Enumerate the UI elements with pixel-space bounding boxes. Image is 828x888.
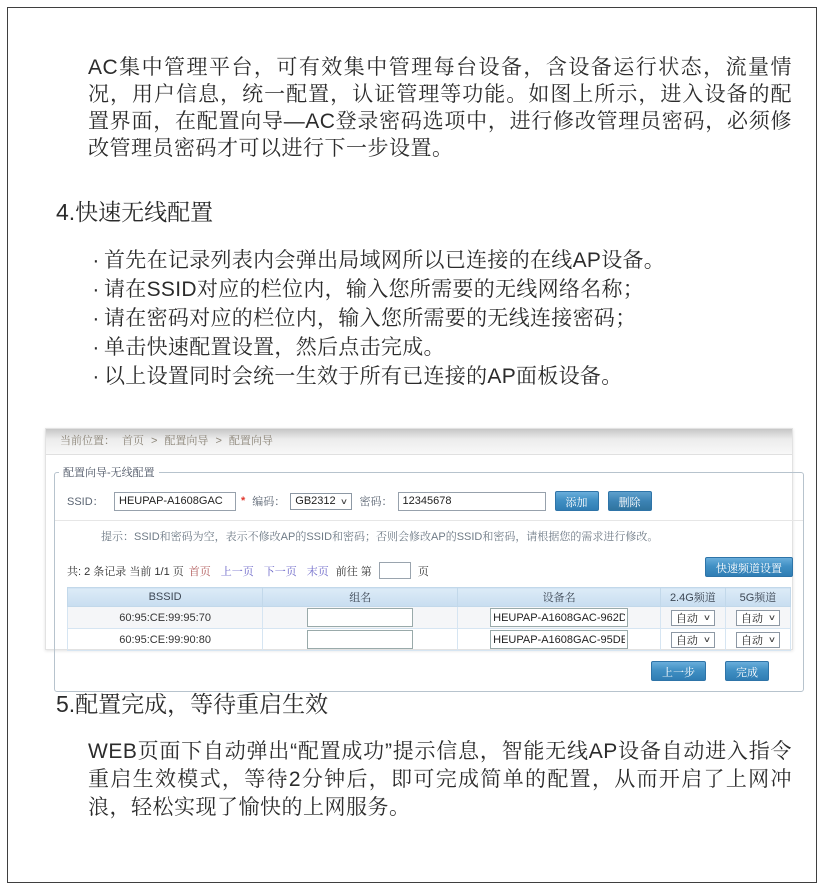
goto-page-suffix: 页 [417, 565, 429, 578]
chevron-down-icon: ∨ [339, 496, 348, 506]
bullet-icon: · [92, 278, 100, 301]
channel-5g-select[interactable] [736, 632, 780, 648]
chevron-down-icon: ∨ [702, 635, 712, 644]
fieldset-legend: 配置向导-无线配置 [63, 467, 155, 479]
breadcrumb-item-wizard-current[interactable]: 配置向导 [228, 435, 273, 447]
table-row [68, 629, 791, 651]
required-asterisk: * [241, 495, 246, 507]
ssid-hint-text: 提示：SSID和密码为空，表示不修改AP的SSID和密码；否则会修改AP的SSID和密码，请根据您的需求进行修改。 [101, 531, 659, 543]
column-header-5g: 5G频道 [725, 588, 790, 607]
breadcrumb-separator: > [215, 435, 222, 447]
bssid-cell: 60:95:CE:99:95:70 [68, 607, 263, 629]
channel-24g-select[interactable] [671, 610, 715, 626]
pagination-bar [55, 553, 803, 586]
bullet-icon: · [92, 365, 100, 388]
device-name-input[interactable] [490, 608, 628, 627]
pager-first-link[interactable]: 首页 [188, 565, 211, 578]
wizard-footer-buttons [55, 651, 803, 681]
list-item [88, 246, 665, 275]
channel-24g-select[interactable] [671, 632, 715, 648]
pager-prev-link[interactable]: 上一页 [220, 565, 254, 578]
password-label: 密码： [359, 496, 393, 508]
channel-5g-value: 自动 [740, 612, 763, 625]
encoding-label: 编码： [252, 496, 286, 508]
group-name-input[interactable] [307, 630, 413, 649]
section4-bullet-list [88, 246, 665, 391]
bullet-icon: · [92, 336, 100, 359]
table-header-row [68, 588, 791, 607]
bullet-text: 以上设置同时会统一生效于所有已连接的AP面板设备。 [104, 365, 623, 388]
bullet-icon: · [92, 249, 100, 272]
channel-5g-select[interactable] [736, 610, 780, 626]
column-header-24g: 2.4G频道 [660, 588, 725, 607]
ssid-form-row [55, 482, 803, 521]
ap-device-table [67, 587, 791, 651]
ssid-input[interactable] [114, 492, 236, 511]
bullet-text: 首先在记录列表内会弹出局域网所以已连接的在线AP设备。 [104, 249, 666, 272]
quick-channel-settings-button[interactable]: 快速频道设置 [705, 557, 793, 577]
bullet-icon: · [92, 307, 100, 330]
breadcrumb [46, 429, 792, 455]
table-row [68, 607, 791, 629]
section5-paragraph: WEB页面下自动弹出“配置成功”提示信息，智能无线AP设备自动进入指令重启生效模式，等待2分钟后，即可完成简单的配置，从而开启了上网冲浪，轻松实现了愉快的上网服务。 [88, 740, 792, 819]
column-header-bssid: BSSID [68, 588, 263, 607]
bullet-text: 单击快速配置设置，然后点击完成。 [104, 336, 445, 359]
goto-page-input[interactable] [379, 562, 411, 579]
chevron-down-icon: ∨ [702, 613, 712, 622]
column-header-device: 设备名 [458, 588, 660, 607]
breadcrumb-item-home[interactable]: 首页 [122, 435, 144, 447]
section4-heading: 4.快速无线配置 [56, 199, 214, 225]
breadcrumb-separator: > [151, 435, 158, 447]
column-header-group: 组名 [263, 588, 458, 607]
bullet-text: 请在密码对应的栏位内，输入您所需要的无线连接密码； [104, 307, 637, 330]
chevron-down-icon: ∨ [767, 635, 777, 644]
section5-heading: 5.配置完成，等待重启生效 [56, 691, 329, 717]
list-item [88, 304, 665, 333]
wireless-config-fieldset [54, 464, 804, 692]
ssid-label: SSID： [67, 496, 104, 508]
encoding-select[interactable] [290, 493, 351, 510]
bssid-cell: 60:95:CE:99:90:80 [68, 629, 263, 651]
group-name-input[interactable] [307, 608, 413, 627]
intro-paragraph: AC集中管理平台，可有效集中管理每台设备，含设备运行状态，流量情况，用户信息，统一配置，认证管理等功能。如图上所示，进入设备的配置界面，在配置向导—AC登录密码选项中，进行修改管理员密码，必须修改管理员密码才可以进行下一步设置。 [88, 56, 792, 160]
goto-page-label: 前往 第 [335, 565, 372, 578]
channel-24g-value: 自动 [675, 612, 698, 625]
pager-next-link[interactable]: 下一页 [263, 565, 297, 578]
chevron-down-icon: ∨ [767, 613, 777, 622]
delete-button[interactable]: 删除 [608, 491, 652, 511]
record-count-text: 共: 2 条记录 当前 1/1 页 [67, 565, 184, 578]
list-item [88, 275, 665, 304]
device-name-input[interactable] [490, 630, 628, 649]
channel-5g-value: 自动 [740, 634, 763, 647]
bullet-text: 请在SSID对应的栏位内，输入您所需要的无线网络名称； [104, 278, 645, 301]
encoding-selected-value: GB2312 [295, 495, 336, 507]
embedded-screenshot [45, 428, 793, 679]
channel-24g-value: 自动 [675, 634, 698, 647]
breadcrumb-item-wizard[interactable]: 配置向导 [164, 435, 209, 447]
password-input[interactable] [398, 492, 546, 511]
add-button[interactable]: 添加 [555, 491, 599, 511]
pager-last-link[interactable]: 末页 [306, 565, 329, 578]
previous-step-button[interactable]: 上一步 [651, 661, 706, 681]
list-item [88, 362, 665, 391]
breadcrumb-label: 当前位置： [60, 435, 115, 447]
list-item [88, 333, 665, 362]
finish-button[interactable]: 完成 [725, 661, 769, 681]
